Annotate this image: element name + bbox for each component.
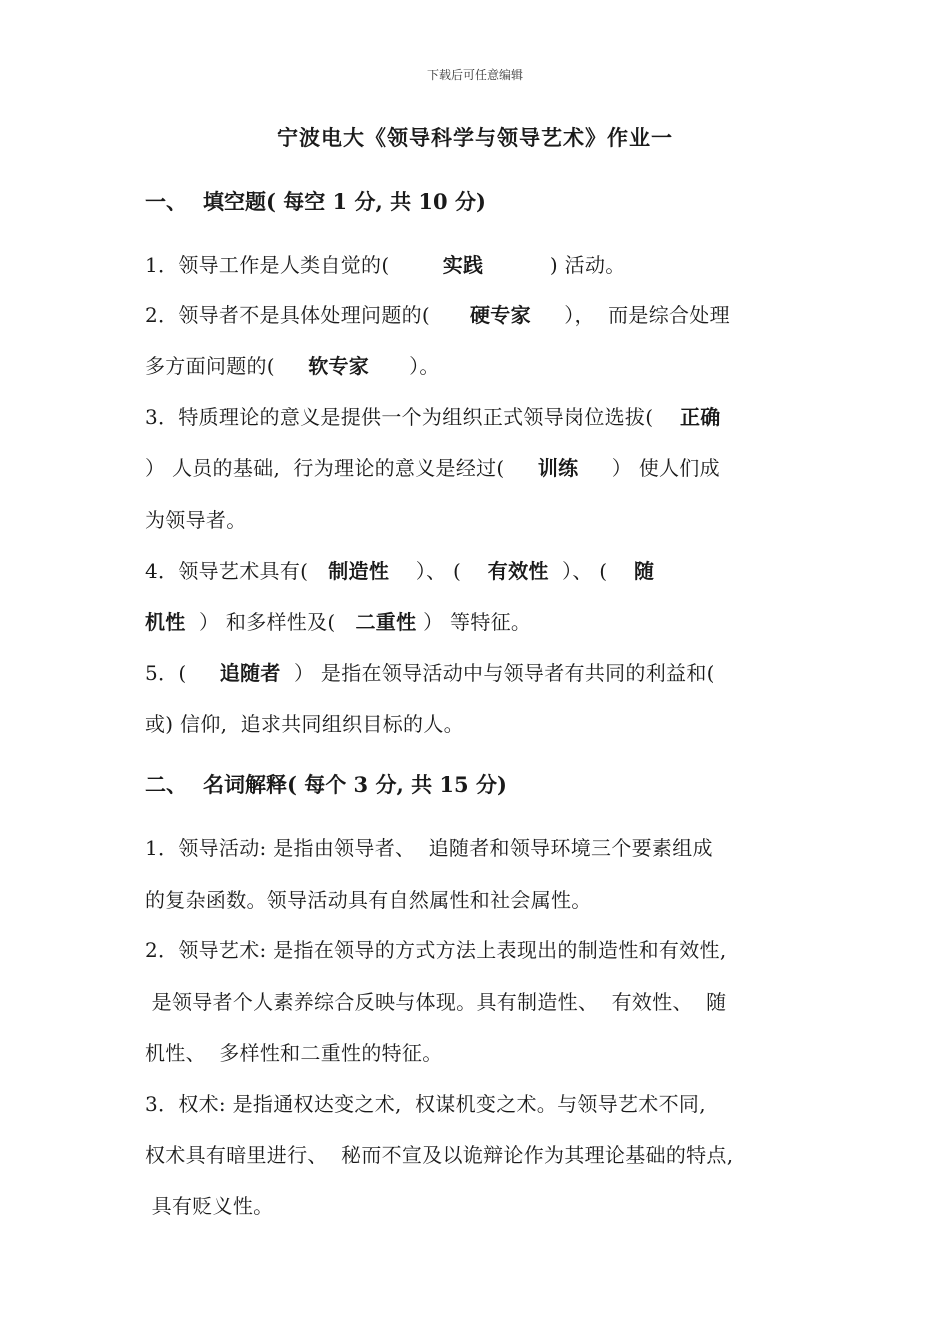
answer-blank: 正确: [679, 405, 721, 429]
question-text: ）。: [409, 354, 440, 378]
section-heading-definitions: [145, 769, 507, 799]
question-text: ）、 (: [415, 559, 462, 583]
question-text: 4．领导艺术具有(: [145, 559, 309, 583]
section-number: 一、: [145, 189, 187, 214]
question-3-line-3: 为领导者。: [145, 508, 247, 532]
answer-blank: 训练: [537, 456, 579, 480]
question-1: [145, 249, 626, 278]
question-text: ） 使人们成: [611, 456, 720, 480]
question-text: ) 活动。: [549, 253, 626, 277]
document-title: 宁波电大《领导科学与领导艺术》作业一: [277, 125, 673, 150]
section-number: 二、: [145, 772, 187, 797]
definition-2-line-1: 2．领导艺术: 是指在领导的方式方法上表现出的制造性和有效性,: [145, 938, 727, 962]
section-title: 填空题( 每空 1 分, 共 10 分): [203, 189, 486, 214]
question-text: 5．(: [145, 661, 187, 685]
question-3-line-2: [145, 452, 720, 481]
definition-1-line-1: 1．领导活动: 是指由领导者、 追随者和领导环境三个要素组成: [145, 836, 713, 860]
definition-1-line-2: 的复杂函数。领导活动具有自然属性和社会属性。: [145, 888, 592, 912]
header-note: 下载后可任意编辑: [426, 68, 523, 82]
answer-blank: 机性: [145, 610, 186, 634]
question-2-line-1: [145, 299, 730, 328]
answer-blank: 追随者: [219, 661, 281, 685]
definition-3-line-3: 具有贬义性。: [145, 1194, 274, 1218]
answer-blank: 有效性: [487, 559, 549, 583]
question-text: 3．特质理论的意义是提供一个为组织正式领导岗位选拔(: [145, 405, 654, 429]
question-text: 1．领导工作是人类自觉的(: [145, 253, 390, 277]
question-text: 2．领导者不是具体处理问题的(: [145, 303, 431, 327]
answer-blank: 软专家: [308, 354, 370, 378]
question-text: 多方面问题的(: [145, 354, 275, 378]
question-text: ） 和多样性及(: [198, 610, 336, 634]
section-title: 名词解释( 每个 3 分, 共 15 分): [203, 772, 507, 797]
question-5-line-2: 或) 信仰, 追求共同组织目标的人。: [145, 712, 464, 736]
definition-3-line-2: 权术具有暗里进行、 秘而不宣及以诡辩论作为其理论基础的特点,: [145, 1143, 734, 1167]
question-text: ） 等特征。: [423, 610, 532, 634]
question-text: ） 人员的基础, 行为理论的意义是经过(: [145, 456, 505, 480]
definition-3-line-1: 3．权术: 是指通权达变之术, 权谋机变之术。与领导艺术不同,: [145, 1092, 706, 1116]
definition-2-line-3: 机性、 多样性和二重性的特征。: [145, 1041, 443, 1065]
question-2-line-2: [145, 350, 440, 379]
question-text: ）、 (: [562, 559, 608, 583]
question-4-line-1: [145, 555, 654, 584]
definition-2-line-2: 是领导者个人素养综合反映与体现。具有制造性、 有效性、 随: [145, 990, 727, 1014]
section-heading-fill-in: [145, 186, 486, 216]
answer-blank: 制造性: [328, 559, 390, 583]
question-3-line-1: [145, 401, 721, 430]
answer-blank: 随: [634, 559, 655, 583]
question-text: ） 是指在领导活动中与领导者有共同的利益和(: [293, 661, 715, 685]
answer-blank: 二重性: [355, 610, 417, 634]
question-4-line-2: [145, 606, 531, 635]
question-text: ）， 而是综合处理: [564, 303, 730, 327]
answer-blank: 实践: [442, 253, 484, 277]
answer-blank: 硬专家: [469, 303, 531, 327]
question-5-line-1: [145, 657, 715, 686]
